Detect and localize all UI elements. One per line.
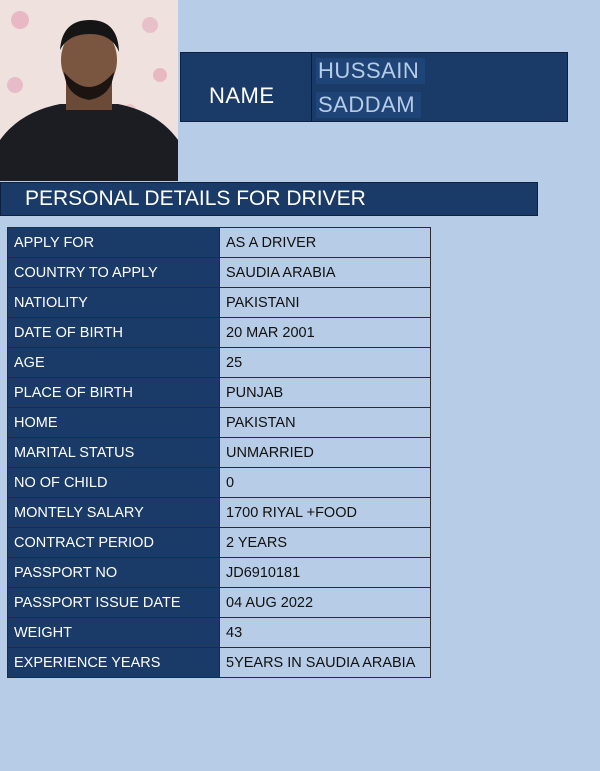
detail-value: JD6910181: [220, 558, 431, 588]
detail-label: APPLY FOR: [8, 228, 220, 258]
name-label: NAME: [209, 83, 275, 108]
table-row: [8, 588, 431, 618]
detail-value: 20 MAR 2001: [220, 318, 431, 348]
section-title: PERSONAL DETAILS FOR DRIVER: [0, 182, 538, 216]
table-row: [8, 618, 431, 648]
detail-value: 1700 RIYAL +FOOD: [220, 498, 431, 528]
detail-label: WEIGHT: [8, 618, 220, 648]
table-row: [8, 348, 431, 378]
detail-value: PAKISTANI: [220, 288, 431, 318]
detail-label: AGE: [8, 348, 220, 378]
detail-label: COUNTRY TO APPLY: [8, 258, 220, 288]
detail-label: NO OF CHILD: [8, 468, 220, 498]
table-row: [8, 438, 431, 468]
table-row: [8, 318, 431, 348]
first-name: HUSSAIN: [316, 58, 425, 84]
detail-label: HOME: [8, 408, 220, 438]
detail-value: 04 AUG 2022: [220, 588, 431, 618]
detail-value: 2 YEARS: [220, 528, 431, 558]
name-divider: [311, 53, 312, 121]
detail-value: 25: [220, 348, 431, 378]
details-table: [7, 227, 431, 678]
detail-label: MONTELY SALARY: [8, 498, 220, 528]
profile-photo: [0, 0, 178, 181]
table-row: [8, 258, 431, 288]
table-row: [8, 558, 431, 588]
table-row: [8, 648, 431, 678]
detail-label: PLACE OF BIRTH: [8, 378, 220, 408]
detail-value: PUNJAB: [220, 378, 431, 408]
detail-label: NATIOLITY: [8, 288, 220, 318]
detail-label: MARITAL STATUS: [8, 438, 220, 468]
table-row: [8, 288, 431, 318]
detail-value: 43: [220, 618, 431, 648]
name-box: [180, 52, 568, 122]
detail-label: DATE OF BIRTH: [8, 318, 220, 348]
table-row: [8, 498, 431, 528]
detail-value: 5YEARS IN SAUDIA ARABIA: [220, 648, 431, 678]
table-row: [8, 468, 431, 498]
detail-label: PASSPORT NO: [8, 558, 220, 588]
table-row: [8, 228, 431, 258]
detail-value: 0: [220, 468, 431, 498]
detail-value: AS A DRIVER: [220, 228, 431, 258]
table-row: [8, 378, 431, 408]
table-row: [8, 528, 431, 558]
detail-value: SAUDIA ARABIA: [220, 258, 431, 288]
detail-value: PAKISTAN: [220, 408, 431, 438]
detail-label: EXPERIENCE YEARS: [8, 648, 220, 678]
table-row: [8, 408, 431, 438]
detail-label: CONTRACT PERIOD: [8, 528, 220, 558]
detail-label: PASSPORT ISSUE DATE: [8, 588, 220, 618]
detail-value: UNMARRIED: [220, 438, 431, 468]
last-name: SADDAM: [316, 92, 421, 118]
